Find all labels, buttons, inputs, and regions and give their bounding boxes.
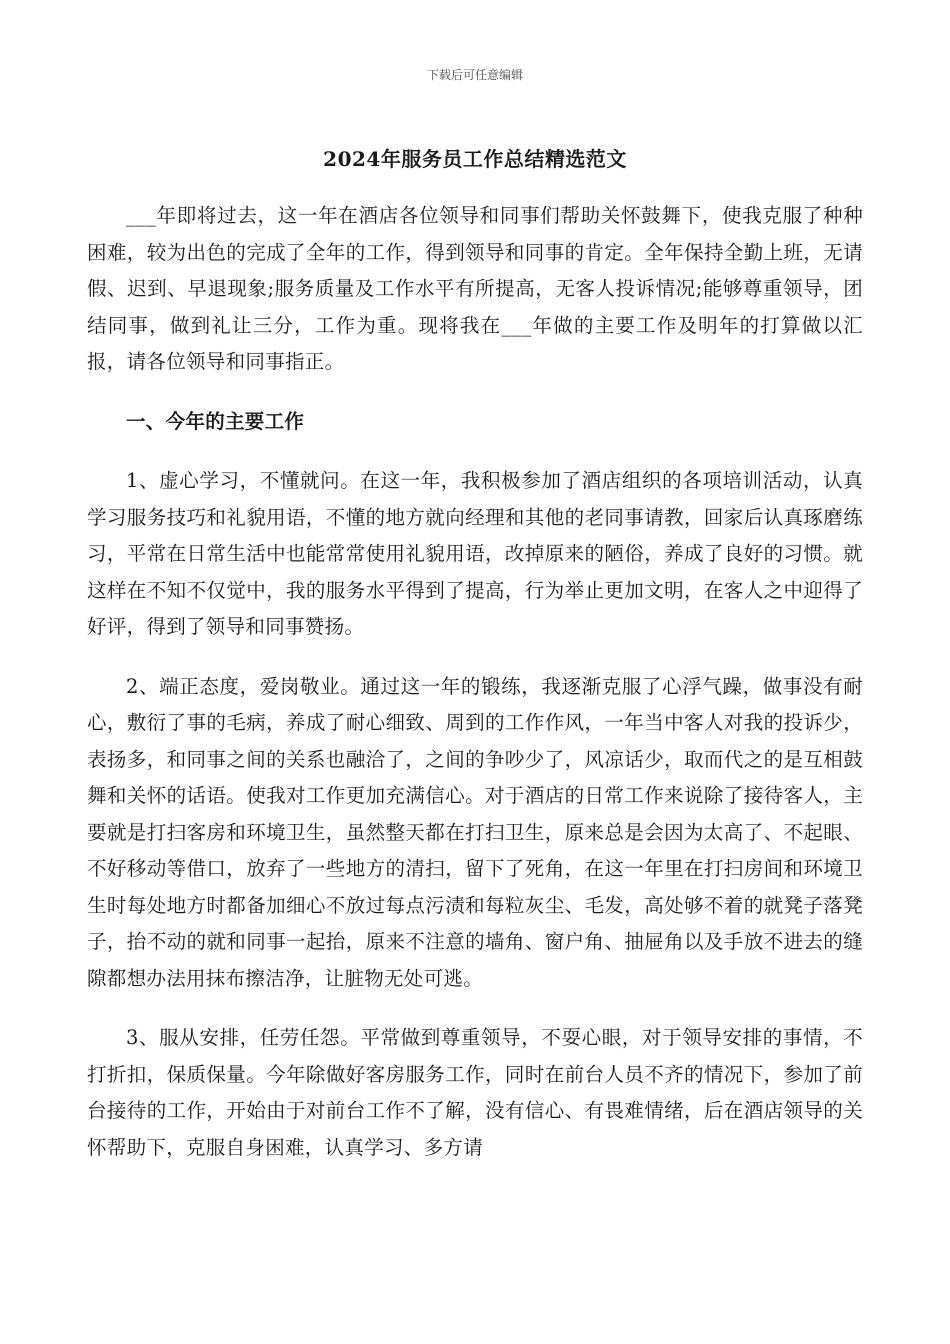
intro-paragraph: ___年即将过去，这一年在酒店各位领导和同事们帮助关怀鼓舞下，使我克服了种种困难，较为出色的完成了全年的工作，得到领导和同事的肯定。全年保持全勤上班，无请假、迟到、早退现象;服务质量及工作水平有所提高，无客人投诉情况;能够尊重领导，团结同事，做到礼让三分，工作为重。现将我在___年做的主要工作及明年的打算做以汇报，请各位领导和同事指正。 [87, 204, 863, 373]
section-heading: 一、今年的主要工作 [126, 409, 305, 433]
document-body [87, 198, 863, 1166]
item-1-paragraph: 1、虚心学习，不懂就问。在这一年，我积极参加了酒店组织的各项培训活动，认真学习服务技巧和礼貌用语，不懂的地方就向经理和其他的老同事请教，回家后认真琢磨练习，平常在日常生活中也能常常使用礼貌用语，改掉原来的陋俗，养成了良好的习惯。就这样在不知不仅觉中，我的服务水平得到了提高，行为举止更加文明，在客人之中迎得了好评，得到了领导和同事赞扬。 [87, 469, 863, 638]
item-2-paragraph: 2、端正态度，爱岗敬业。通过这一年的锻练，我逐渐克服了心浮气躁，做事没有耐心，敷衍了事的毛病，养成了耐心细致、周到的工作作风，一年当中客人对我的投诉少，表扬多，和同事之间的关系也融洽了，之间的争吵少了，风凉话少，取而代之的是互相鼓舞和关怀的话语。使我对工作更加充满信心。对于酒店的日常工作来说除了接待客人，主要就是打扫客房和环境卫生，虽然整天都在打扫卫生，原来总是会因为太高了、不起眼、不好移动等借口，放弃了一些地方的清扫，留下了死角，在这一年里在打扫房间和环境卫生时每处地方时都备加细心不放过每点污渍和每粒灰尘、毛发，高处够不着的就凳子落凳子，抬不动的就和同事一起抬，原来不注意的墙角、窗户角、抽屉角以及手放不进去的缝隙都想办法用抹布擦洁净，让脏物无处可逃。 [87, 674, 863, 990]
header-note: 下载后可任意编辑 [426, 68, 523, 82]
document-title: 2024年服务员工作总结精选范文 [323, 147, 627, 171]
item-3-paragraph: 3、服从安排，任劳任怨。平常做到尊重领导，不耍心眼，对于领导安排的事情，不打折扣，保质保量。今年除做好客房服务工作，同时在前台人员不齐的情况下，参加了前台接待的工作，开始由于对前台工作不了解，没有信心、有畏难情绪，后在酒店领导的关怀帮助下，克服自身困难，认真学习、多方请 [87, 1026, 863, 1159]
